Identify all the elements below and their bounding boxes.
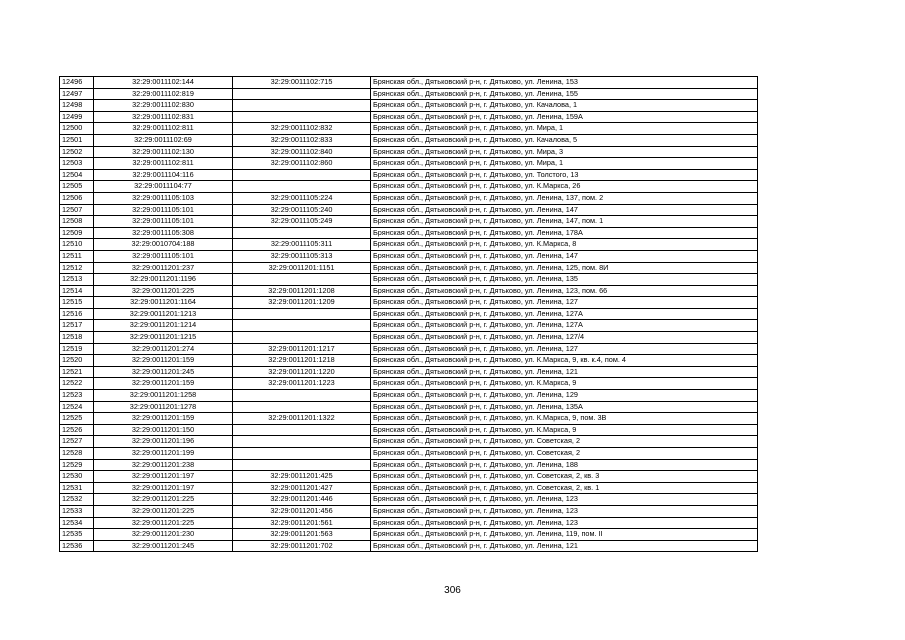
cadastral-number-cell: 32:29:0011201:1258 [94,390,233,402]
cadastral-number-cell: 32:29:0011201:230 [94,529,233,541]
cadastral-number-cell: 32:29:0011201:225 [94,494,233,506]
table-row [60,390,758,402]
address-cell: Брянская обл., Дятьковский р-н, г. Дятьково, ул. К.Маркса, 9 [371,378,758,390]
row-number-cell: 12506 [60,192,94,204]
table-row [60,239,758,251]
row-number-cell: 12530 [60,471,94,483]
related-cadastral-number-cell: 32:29:0011105:224 [233,192,371,204]
table-row [60,216,758,228]
row-number-cell: 12512 [60,262,94,274]
row-number-cell: 12519 [60,343,94,355]
cadastral-number-cell: 32:29:0011201:150 [94,424,233,436]
table-row [60,227,758,239]
address-cell: Брянская обл., Дятьковский р-н, г. Дятьково, ул. Ленина, 147 [371,250,758,262]
row-number-cell: 12507 [60,204,94,216]
address-cell: Брянская обл., Дятьковский р-н, г. Дятьково, ул. Ленина, 129 [371,390,758,402]
table-row [60,529,758,541]
cadastral-number-cell: 32:29:0011105:101 [94,216,233,228]
row-number-cell: 12504 [60,169,94,181]
cadastral-number-cell: 32:29:0011201:159 [94,413,233,425]
related-cadastral-number-cell: 32:29:0011105:249 [233,216,371,228]
address-cell: Брянская обл., Дятьковский р-н, г. Дятьково, ул. Ленина, 121 [371,540,758,552]
related-cadastral-number-cell [233,320,371,332]
address-cell: Брянская обл., Дятьковский р-н, г. Дятьково, ул. Советская, 2 [371,436,758,448]
related-cadastral-number-cell: 32:29:0011201:1217 [233,343,371,355]
table-row [60,100,758,112]
cadastral-number-cell: 32:29:0011201:237 [94,262,233,274]
address-cell: Брянская обл., Дятьковский р-н, г. Дятьково, ул. К.Маркса, 9, пом. 3В [371,413,758,425]
address-cell: Брянская обл., Дятьковский р-н, г. Дятьково, ул. Ленина, 127А [371,308,758,320]
address-cell: Брянская обл., Дятьковский р-н, г. Дятьково, ул. Мира, 1 [371,123,758,135]
related-cadastral-number-cell: 32:29:0011201:561 [233,517,371,529]
related-cadastral-number-cell [233,181,371,193]
cadastral-number-cell: 32:29:0011201:274 [94,343,233,355]
related-cadastral-number-cell [233,424,371,436]
related-cadastral-number-cell [233,390,371,402]
address-cell: Брянская обл., Дятьковский р-н, г. Дятьково, ул. Ленина, 188 [371,459,758,471]
related-cadastral-number-cell [233,88,371,100]
table-row [60,285,758,297]
address-cell: Брянская обл., Дятьковский р-н, г. Дятьково, ул. Советская, 2 [371,448,758,460]
table-row [60,297,758,309]
related-cadastral-number-cell: 32:29:0011201:1208 [233,285,371,297]
address-cell: Брянская обл., Дятьковский р-н, г. Дятьково, ул. Ленина, 127 [371,343,758,355]
address-cell: Брянская обл., Дятьковский р-н, г. Дятьково, ул. Ленина, 135А [371,401,758,413]
cadastral-number-cell: 32:29:0011201:1215 [94,332,233,344]
related-cadastral-number-cell: 32:29:0011105:313 [233,250,371,262]
table-row [60,158,758,170]
row-number-cell: 12523 [60,390,94,402]
table-row [60,540,758,552]
related-cadastral-number-cell [233,169,371,181]
address-cell: Брянская обл., Дятьковский р-н, г. Дятьково, ул. Ленина, 127 [371,297,758,309]
table-row [60,169,758,181]
related-cadastral-number-cell [233,111,371,123]
address-cell: Брянская обл., Дятьковский р-н, г. Дятьково, ул. Советская, 2, кв. 1 [371,482,758,494]
table-row [60,192,758,204]
row-number-cell: 12499 [60,111,94,123]
cadastral-number-cell: 32:29:0011201:1213 [94,308,233,320]
related-cadastral-number-cell: 32:29:0011201:702 [233,540,371,552]
address-cell: Брянская обл., Дятьковский р-н, г. Дятьково, ул. Ленина, 127/4 [371,332,758,344]
cadastral-number-cell: 32:29:0011201:238 [94,459,233,471]
address-cell: Брянская обл., Дятьковский р-н, г. Дятьково, ул. К.Маркса, 9 [371,424,758,436]
table-row [60,146,758,158]
related-cadastral-number-cell: 32:29:0011102:832 [233,123,371,135]
row-number-cell: 12536 [60,540,94,552]
table-row [60,471,758,483]
address-cell: Брянская обл., Дятьковский р-н, г. Дятьково, ул. Советская, 2, кв. 3 [371,471,758,483]
row-number-cell: 12498 [60,100,94,112]
related-cadastral-number-cell [233,459,371,471]
cadastral-number-cell: 32:29:0011102:831 [94,111,233,123]
row-number-cell: 12497 [60,88,94,100]
address-cell: Брянская обл., Дятьковский р-н, г. Дятьково, ул. Мира, 1 [371,158,758,170]
related-cadastral-number-cell: 32:29:0011102:715 [233,77,371,89]
cadastral-number-cell: 32:29:0011104:116 [94,169,233,181]
related-cadastral-number-cell: 32:29:0011201:1220 [233,366,371,378]
address-cell: Брянская обл., Дятьковский р-н, г. Дятьково, ул. Ленина, 137, пом. 2 [371,192,758,204]
row-number-cell: 12515 [60,297,94,309]
row-number-cell: 12513 [60,274,94,286]
address-cell: Брянская обл., Дятьковский р-н, г. Дятьково, ул. Ленина, 123 [371,517,758,529]
cadastral-number-cell: 32:29:0011102:819 [94,88,233,100]
table-row [60,401,758,413]
cadastral-number-cell: 32:29:0011201:225 [94,505,233,517]
related-cadastral-number-cell [233,308,371,320]
cadastral-number-cell: 32:29:0011102:811 [94,123,233,135]
table-body [60,77,758,552]
related-cadastral-number-cell [233,100,371,112]
table-row [60,332,758,344]
table-row [60,343,758,355]
table-row [60,378,758,390]
table-row [60,274,758,286]
row-number-cell: 12532 [60,494,94,506]
row-number-cell: 12520 [60,355,94,367]
row-number-cell: 12527 [60,436,94,448]
cadastral-number-cell: 32:29:0011201:1214 [94,320,233,332]
related-cadastral-number-cell: 32:29:0011201:456 [233,505,371,517]
table-row [60,250,758,262]
table-row [60,111,758,123]
cadastral-number-cell: 32:29:0011201:245 [94,366,233,378]
cadastral-number-cell: 32:29:0011102:811 [94,158,233,170]
cadastral-number-cell: 32:29:0011201:1278 [94,401,233,413]
related-cadastral-number-cell: 32:29:0011201:427 [233,482,371,494]
address-cell: Брянская обл., Дятьковский р-н, г. Дятьково, ул. Ленина, 155 [371,88,758,100]
address-cell: Брянская обл., Дятьковский р-н, г. Дятьково, ул. Ленина, 125, пом. 8И [371,262,758,274]
cadastral-number-cell: 32:29:0011201:196 [94,436,233,448]
address-cell: Брянская обл., Дятьковский р-н, г. Дятьково, ул. Качалова, 1 [371,100,758,112]
address-cell: Брянская обл., Дятьковский р-н, г. Дятьково, ул. Ленина, 123 [371,505,758,517]
row-number-cell: 12529 [60,459,94,471]
table-row [60,320,758,332]
row-number-cell: 12531 [60,482,94,494]
table-row [60,366,758,378]
row-number-cell: 12509 [60,227,94,239]
related-cadastral-number-cell: 32:29:0011102:833 [233,134,371,146]
address-cell: Брянская обл., Дятьковский р-н, г. Дятьково, ул. Ленина, 135 [371,274,758,286]
cadastral-number-cell: 32:29:0011105:103 [94,192,233,204]
table-row [60,355,758,367]
table-row [60,482,758,494]
related-cadastral-number-cell: 32:29:0011102:840 [233,146,371,158]
cadastral-number-cell: 32:29:0011105:101 [94,204,233,216]
cadastral-number-cell: 32:29:0011201:1164 [94,297,233,309]
table-row [60,262,758,274]
related-cadastral-number-cell: 32:29:0011201:563 [233,529,371,541]
cadastral-number-cell: 32:29:0011201:159 [94,378,233,390]
address-cell: Брянская обл., Дятьковский р-н, г. Дятьково, ул. Ленина, 123, пом. 66 [371,285,758,297]
cadastral-number-cell: 32:29:0011201:199 [94,448,233,460]
row-number-cell: 12525 [60,413,94,425]
related-cadastral-number-cell: 32:29:0011201:1322 [233,413,371,425]
cadastral-number-cell: 32:29:0011201:245 [94,540,233,552]
row-number-cell: 12514 [60,285,94,297]
row-number-cell: 12524 [60,401,94,413]
address-cell: Брянская обл., Дятьковский р-н, г. Дятьково, ул. К.Маркса, 26 [371,181,758,193]
table-row [60,424,758,436]
cadastral-number-cell: 32:29:0011201:159 [94,355,233,367]
related-cadastral-number-cell [233,227,371,239]
address-cell: Брянская обл., Дятьковский р-н, г. Дятьково, ул. Ленина, 178А [371,227,758,239]
cadastral-number-cell: 32:29:0011102:69 [94,134,233,146]
row-number-cell: 12505 [60,181,94,193]
table-row [60,517,758,529]
address-cell: Брянская обл., Дятьковский р-н, г. Дятьково, ул. Ленина, 121 [371,366,758,378]
row-number-cell: 12518 [60,332,94,344]
cadastral-number-cell: 32:29:0011201:197 [94,471,233,483]
row-number-cell: 12511 [60,250,94,262]
row-number-cell: 12510 [60,239,94,251]
row-number-cell: 12516 [60,308,94,320]
related-cadastral-number-cell: 32:29:0011102:860 [233,158,371,170]
table-row [60,448,758,460]
page-number: 306 [444,585,461,596]
related-cadastral-number-cell: 32:29:0011201:425 [233,471,371,483]
cadastral-number-cell: 32:29:0011201:197 [94,482,233,494]
table-row [60,204,758,216]
cadastral-number-cell: 32:29:0011102:144 [94,77,233,89]
table-row [60,459,758,471]
row-number-cell: 12501 [60,134,94,146]
row-number-cell: 12508 [60,216,94,228]
address-cell: Брянская обл., Дятьковский р-н, г. Дятьково, ул. Мира, 3 [371,146,758,158]
address-cell: Брянская обл., Дятьковский р-н, г. Дятьково, ул. Качалова, 5 [371,134,758,146]
table-row [60,134,758,146]
table-row [60,308,758,320]
address-cell: Брянская обл., Дятьковский р-н, г. Дятьково, ул. Ленина, 147 [371,204,758,216]
row-number-cell: 12526 [60,424,94,436]
table-row [60,505,758,517]
related-cadastral-number-cell [233,448,371,460]
cadastral-number-cell: 32:29:0011104:77 [94,181,233,193]
row-number-cell: 12502 [60,146,94,158]
related-cadastral-number-cell [233,436,371,448]
row-number-cell: 12528 [60,448,94,460]
address-cell: Брянская обл., Дятьковский р-н, г. Дятьково, ул. Толстого, 13 [371,169,758,181]
address-cell: Брянская обл., Дятьковский р-н, г. Дятьково, ул. Ленина, 147, пом. 1 [371,216,758,228]
cadastral-number-cell: 32:29:0011201:225 [94,517,233,529]
cadastral-number-cell: 32:29:0010704:188 [94,239,233,251]
related-cadastral-number-cell: 32:29:0011105:311 [233,239,371,251]
cadastral-number-cell: 32:29:0011201:1196 [94,274,233,286]
table-row [60,494,758,506]
table-row [60,413,758,425]
related-cadastral-number-cell [233,401,371,413]
related-cadastral-number-cell: 32:29:0011201:1218 [233,355,371,367]
row-number-cell: 12535 [60,529,94,541]
address-cell: Брянская обл., Дятьковский р-н, г. Дятьково, ул. К.Маркса, 9, кв. к.4, пом. 4 [371,355,758,367]
address-cell: Брянская обл., Дятьковский р-н, г. Дятьково, ул. Ленина, 119, пом. II [371,529,758,541]
address-cell: Брянская обл., Дятьковский р-н, г. Дятьково, ул. Ленина, 159А [371,111,758,123]
cadastral-table [59,76,758,552]
cadastral-number-cell: 32:29:0011102:830 [94,100,233,112]
address-cell: Брянская обл., Дятьковский р-н, г. Дятьково, ул. Ленина, 127А [371,320,758,332]
row-number-cell: 12503 [60,158,94,170]
cadastral-number-cell: 32:29:0011105:101 [94,250,233,262]
related-cadastral-number-cell: 32:29:0011201:446 [233,494,371,506]
row-number-cell: 12496 [60,77,94,89]
related-cadastral-number-cell [233,274,371,286]
related-cadastral-number-cell: 32:29:0011201:1209 [233,297,371,309]
table-row [60,123,758,135]
row-number-cell: 12533 [60,505,94,517]
address-cell: Брянская обл., Дятьковский р-н, г. Дятьково, ул. Ленина, 123 [371,494,758,506]
address-cell: Брянская обл., Дятьковский р-н, г. Дятьково, ул. К.Маркса, 8 [371,239,758,251]
row-number-cell: 12500 [60,123,94,135]
row-number-cell: 12522 [60,378,94,390]
table-row [60,436,758,448]
cadastral-number-cell: 32:29:0011201:225 [94,285,233,297]
related-cadastral-number-cell: 32:29:0011201:1151 [233,262,371,274]
related-cadastral-number-cell [233,332,371,344]
related-cadastral-number-cell: 32:29:0011201:1223 [233,378,371,390]
row-number-cell: 12534 [60,517,94,529]
table-row [60,88,758,100]
row-number-cell: 12521 [60,366,94,378]
table-row [60,181,758,193]
related-cadastral-number-cell: 32:29:0011105:240 [233,204,371,216]
address-cell: Брянская обл., Дятьковский р-н, г. Дятьково, ул. Ленина, 153 [371,77,758,89]
row-number-cell: 12517 [60,320,94,332]
table-row [60,77,758,89]
cadastral-number-cell: 32:29:0011105:308 [94,227,233,239]
cadastral-number-cell: 32:29:0011102:130 [94,146,233,158]
